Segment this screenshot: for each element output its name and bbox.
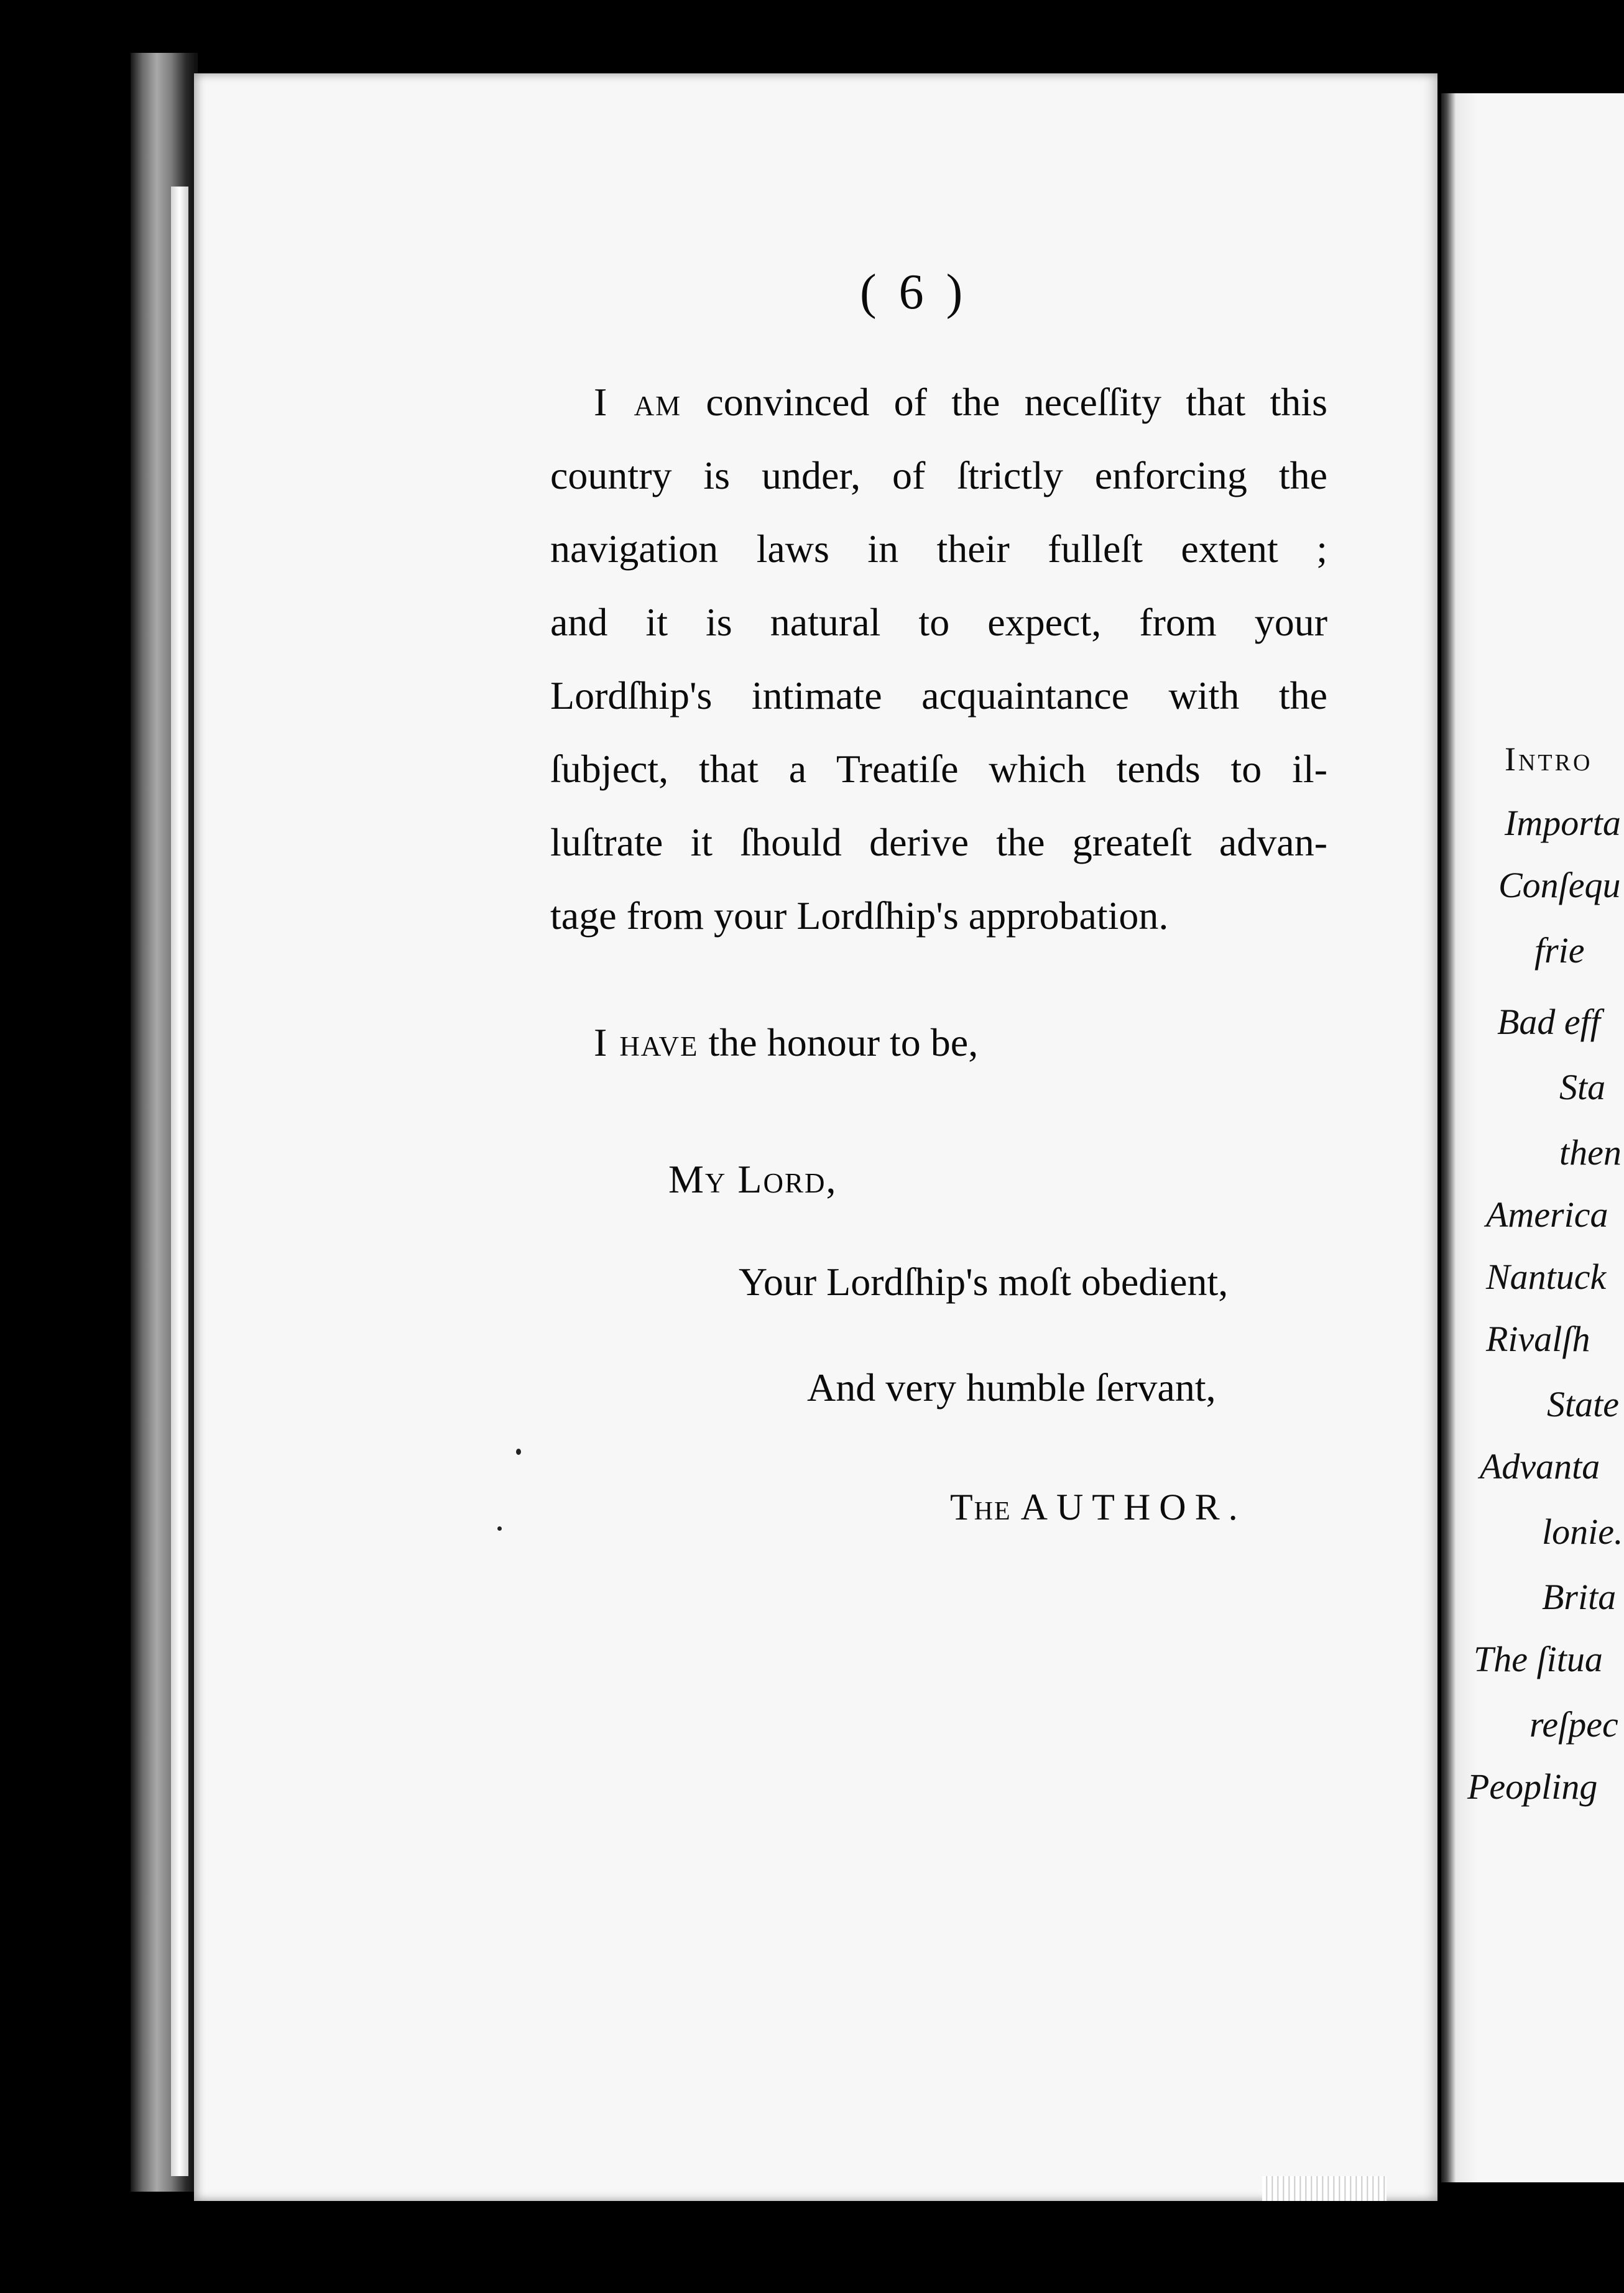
- facing-page-line: Conſequ: [1498, 865, 1621, 905]
- facing-page-line: Bad eff: [1497, 1002, 1600, 1042]
- line-text: convinced of the neceſſity that this: [681, 380, 1327, 424]
- body-paragraph: [550, 366, 1327, 953]
- paper-speck: [497, 1526, 502, 1531]
- paragraph-line: [550, 366, 1327, 439]
- closing-line: Your Lordſhip's moſt obedient,: [739, 1260, 1229, 1304]
- facing-page-line: State: [1547, 1384, 1619, 1424]
- paragraph-line: Lordſhip's intimate acquaintance with the: [550, 673, 1327, 717]
- paper-speck: [516, 1449, 521, 1455]
- facing-page-line: Advanta: [1480, 1446, 1600, 1487]
- page-edge-fringe: [1262, 2176, 1386, 2201]
- facing-page-line: frie: [1534, 930, 1585, 971]
- facing-page-line: Sta: [1559, 1067, 1606, 1107]
- closing-line: And very humble ſervant,: [807, 1365, 1216, 1409]
- paragraph-line: country is under, of ſtrictly enforcing the: [550, 453, 1327, 497]
- facing-page-line: America: [1486, 1194, 1608, 1235]
- signature: [950, 1486, 1247, 1529]
- facing-page-line: The ſitua: [1474, 1639, 1603, 1679]
- binding-edge: [171, 187, 188, 2176]
- signature-article: The: [950, 1487, 1012, 1528]
- facing-page-heading: Intro: [1505, 740, 1593, 778]
- facing-page: [1441, 93, 1624, 2182]
- facing-page-line: reſpec: [1529, 1704, 1618, 1745]
- lead-small-caps: I am: [594, 380, 682, 424]
- paragraph-line: luſtrate it ſhould derive the greateſt advan-: [550, 820, 1327, 864]
- lead-small-caps: I have: [594, 1020, 699, 1064]
- facing-page-line: Peopling: [1467, 1766, 1598, 1807]
- signature-name: AUTHOR.: [1020, 1487, 1247, 1528]
- facing-page-line: lonie.: [1542, 1511, 1623, 1552]
- paragraph-line: navigation laws in their fulleſt extent ;: [550, 527, 1327, 571]
- facing-page-line: Nantuck: [1486, 1257, 1607, 1297]
- facing-page-line: Brita: [1542, 1577, 1617, 1617]
- paragraph-line: tage from your Lordſhip's approbation.: [550, 893, 1169, 938]
- page-number: ( 6 ): [860, 265, 968, 320]
- line-text: the honour to be,: [698, 1020, 979, 1064]
- facing-page-line: then: [1559, 1132, 1622, 1173]
- paragraph-line: and it is natural to expect, from your: [550, 600, 1327, 644]
- paragraph-line: ſubject, that a Treatiſe which tends to il-: [550, 747, 1327, 791]
- facing-page-line: Rivalſh: [1486, 1319, 1590, 1359]
- facing-page-line: Importa: [1505, 803, 1621, 843]
- honour-paragraph: [594, 1020, 978, 1066]
- salutation: My Lord,: [668, 1157, 837, 1201]
